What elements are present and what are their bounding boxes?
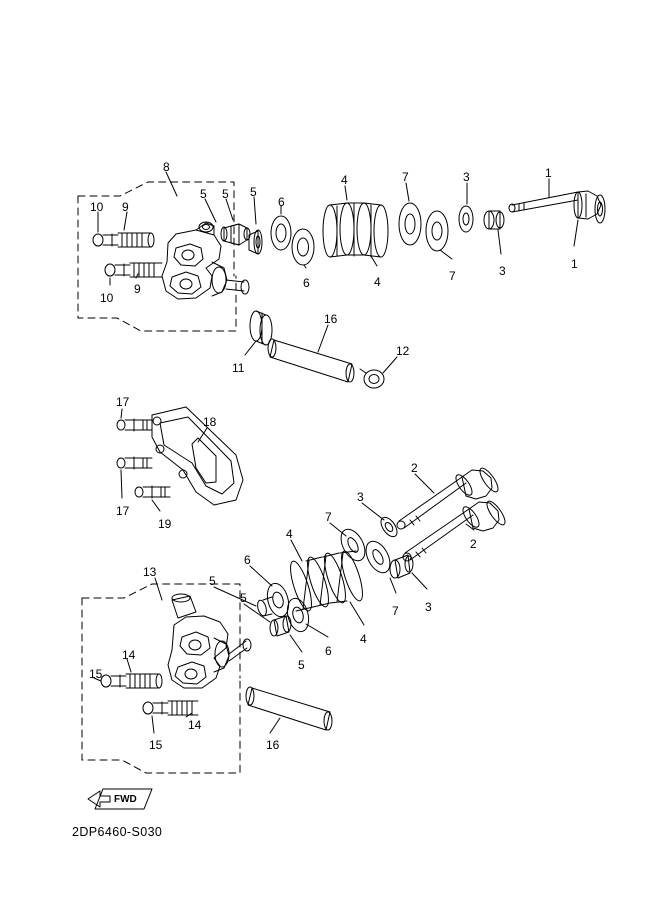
callout-5-c: 5 bbox=[250, 185, 257, 199]
clip-12 bbox=[360, 369, 384, 388]
callout-14-b: 14 bbox=[188, 718, 202, 732]
callout-11: 11 bbox=[232, 361, 245, 375]
callout-3-b: 3 bbox=[499, 264, 506, 278]
valve-spring-lower bbox=[286, 549, 366, 613]
valve-spring-upper bbox=[323, 203, 388, 257]
callout-2-a: 2 bbox=[411, 461, 418, 475]
callout-7-c: 7 bbox=[325, 510, 332, 524]
callout-16-a: 16 bbox=[324, 312, 338, 326]
callout-6-d: 6 bbox=[325, 644, 332, 658]
callout-9-a: 9 bbox=[122, 200, 129, 214]
callout-7-d: 7 bbox=[392, 604, 399, 618]
rocker-arm-lower bbox=[168, 591, 251, 688]
callout-5-e: 5 bbox=[240, 591, 247, 605]
callout-7-a: 7 bbox=[402, 170, 409, 184]
callout-3-a: 3 bbox=[463, 170, 470, 184]
adjuster-screws-upper bbox=[93, 233, 162, 277]
adjuster-screws-lower bbox=[101, 674, 198, 715]
callout-5-b: 5 bbox=[222, 187, 229, 201]
valve-2-upper bbox=[397, 466, 501, 529]
callout-9-b: 9 bbox=[134, 282, 141, 296]
callout-7-b: 7 bbox=[449, 269, 456, 283]
pushrod-16-lower bbox=[246, 687, 332, 730]
callout-6-b: 6 bbox=[303, 276, 310, 290]
callout-10-b: 10 bbox=[100, 291, 114, 305]
callout-15-a: 15 bbox=[89, 667, 103, 681]
callout-17-a: 17 bbox=[116, 395, 130, 409]
callout-2-b: 2 bbox=[470, 537, 477, 551]
callout-19: 19 bbox=[158, 517, 172, 531]
callout-5-a: 5 bbox=[200, 187, 207, 201]
callout-5-f: 5 bbox=[298, 658, 305, 672]
callout-16-b: 16 bbox=[266, 738, 280, 752]
callout-5-d: 5 bbox=[209, 574, 216, 588]
callout-8: 8 bbox=[163, 160, 170, 174]
spring-11 bbox=[250, 311, 272, 345]
bracket-18 bbox=[152, 407, 243, 505]
callout-12: 12 bbox=[396, 344, 410, 358]
callout-3-d: 3 bbox=[425, 600, 432, 614]
callout-4-d: 4 bbox=[360, 632, 367, 646]
callout-14-a: 14 bbox=[122, 648, 136, 662]
valve-2-lower bbox=[403, 499, 508, 561]
callout-15-b: 15 bbox=[149, 738, 163, 752]
callout-1-b: 1 bbox=[571, 257, 578, 271]
callout-4-c: 4 bbox=[286, 527, 293, 541]
callout-6-a: 6 bbox=[278, 195, 285, 209]
fwd-label: FWD bbox=[114, 794, 137, 805]
callout-10-a: 10 bbox=[90, 200, 104, 214]
pushrod-16-upper bbox=[268, 339, 354, 382]
callout-17-b: 17 bbox=[116, 504, 130, 518]
valve-upper bbox=[509, 191, 605, 223]
part-code-label: 2DP6460-S030 bbox=[72, 825, 163, 839]
callout-1-a: 1 bbox=[545, 166, 552, 180]
callout-6-c: 6 bbox=[244, 553, 251, 567]
callout-4-b: 4 bbox=[374, 275, 381, 289]
callout-18: 18 bbox=[203, 415, 217, 429]
callout-4-a: 4 bbox=[341, 173, 348, 187]
callout-13: 13 bbox=[143, 565, 157, 579]
bolts-17-19 bbox=[117, 419, 170, 498]
callout-3-c: 3 bbox=[357, 490, 364, 504]
